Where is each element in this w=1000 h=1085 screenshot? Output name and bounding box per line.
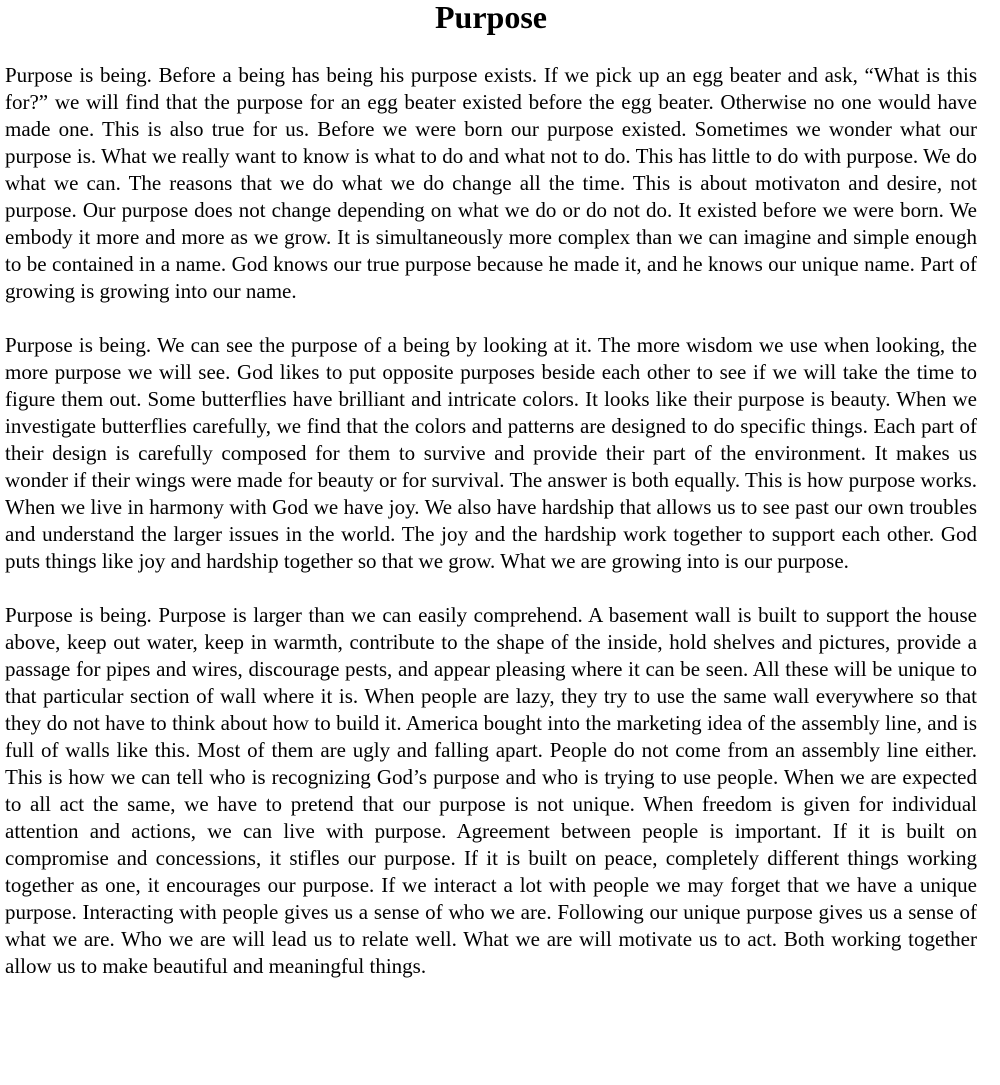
document-body (5, 62, 977, 980)
paragraph-1: Purpose is being. Before a being has being his purpose exists. If we pick up an egg beater and ask, “What is this for?” we will find that the purpose for an egg beater existed before the egg beater. Otherwise no one would have made one. This is also true for us. Before we were born our purpose existed. Sometimes we wonder what our purpose is. What we really want to know is what to do and what not to do. This has little to do with purpose. We do what we can. The reasons that we do what we do change all the time. This is about motivaton and desire, not purpose. Our purpose does not change depending on what we do or do not do. It existed before we were born. We embody it more and more as we grow. It is simultaneously more complex than we can imagine and simple enough to be contained in a name. God knows our true purpose because he made it, and he knows our unique name. Part of growing is growing into our name. (5, 63, 977, 303)
paragraph-3: Purpose is being. Purpose is larger than we can easily comprehend. A basement wall is built to support the house above, keep out water, keep in warmth, contribute to the shape of the inside, hold shelves and pictures, provide a passage for pipes and wires, discourage pests, and appear pleasing where it can be seen. All these will be unique to that particular section of wall where it is. When people are lazy, they try to use the same wall everywhere so that they do not have to think about how to build it. America bought into the marketing idea of the assembly line, and is full of walls like this. Most of them are ugly and falling apart. People do not come from an assembly line either. This is how we can tell who is recognizing God’s purpose and who is trying to use people. When we are expected to all act the same, we have to pretend that our purpose is not unique. When freedom is given for individual attention and actions, we can live with purpose. Agreement between people is important. If it is built on compromise and concessions, it stifles our purpose. If it is built on peace, completely different things working together as one, it encourages our purpose. If we interact a lot with people we may forget that we have a unique purpose. Interacting with people gives us a sense of who we are. Following our unique purpose gives us a sense of what we are. Who we are will lead us to relate well. What we are will motivate us to act. Both working together allow us to make beautiful and meaningful things. (5, 603, 977, 978)
paragraph-2: Purpose is being. We can see the purpose of a being by looking at it. The more wisdom we use when looking, the more purpose we will see. God likes to put opposite purposes beside each other to see if we will take the time to figure them out. Some butterflies have brilliant and intricate colors. It looks like their purpose is beauty. When we investigate butterflies carefully, we find that the colors and patterns are designed to do specific things. Each part of their design is carefully composed for them to survive and provide their part of the environment. It makes us wonder if their wings were made for beauty or for survival. The answer is both equally. This is how purpose works. When we live in harmony with God we have joy. We also have hardship that allows us to see past our own troubles and understand the larger issues in the world. The joy and the hardship work together to support each other. God puts things like joy and hardship together so that we grow. What we are growing into is our purpose. (5, 333, 977, 573)
document-title: Purpose (435, 0, 547, 35)
